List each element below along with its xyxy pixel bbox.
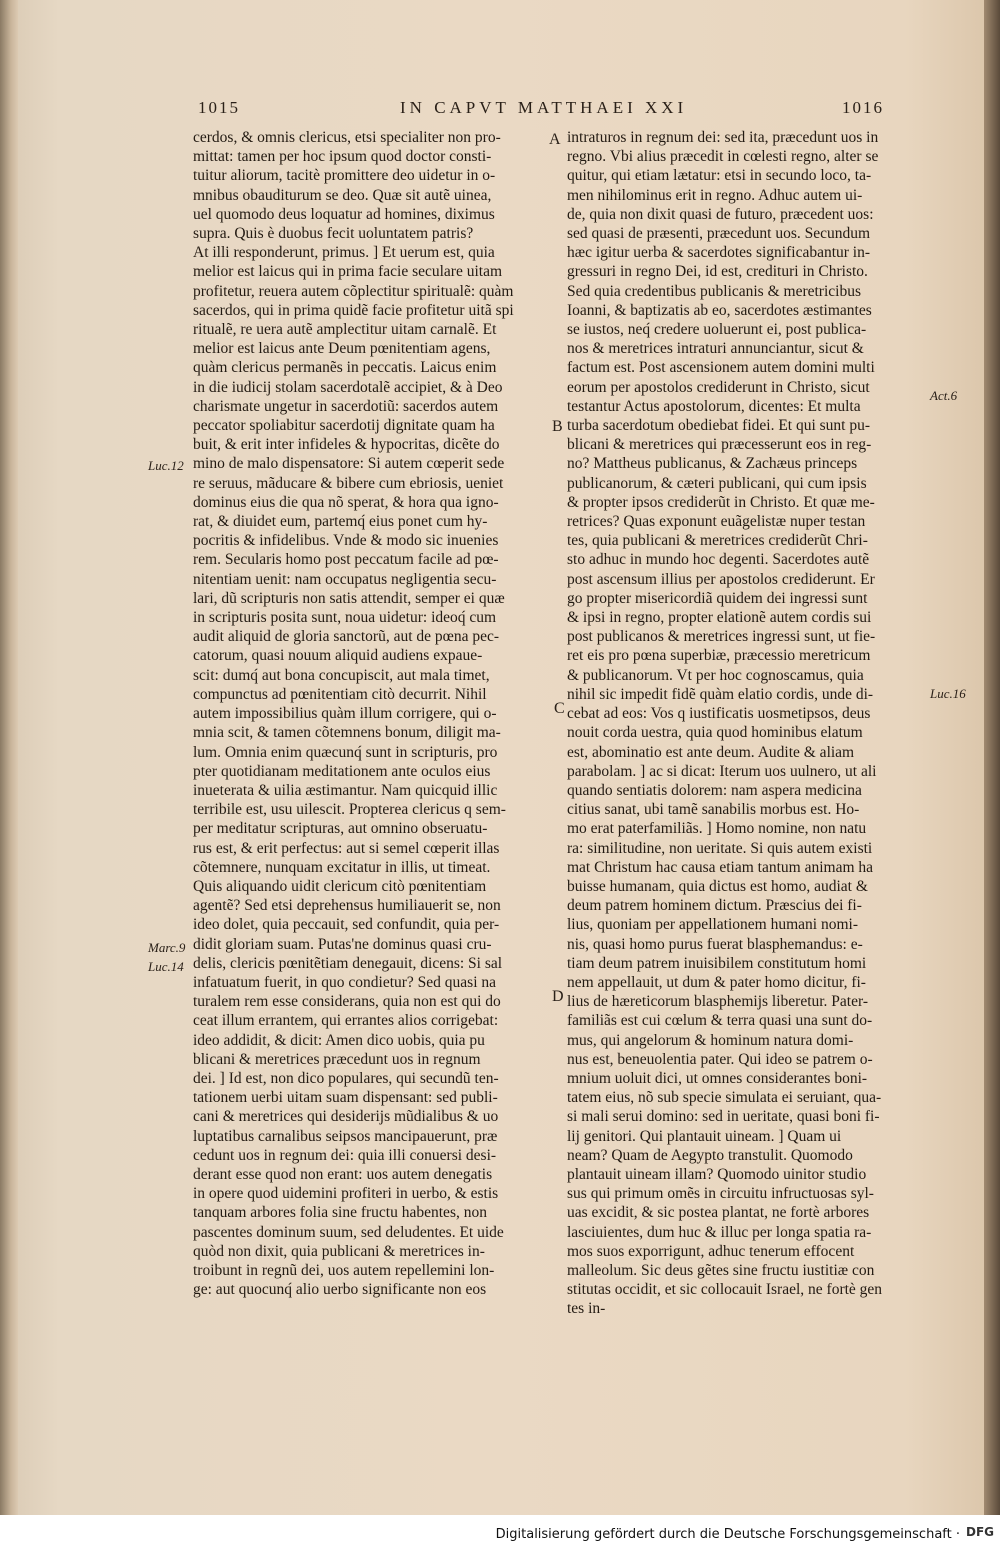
text-line: inueterata & uilia æstimantur. Nam quicquid illic bbox=[193, 781, 498, 799]
text-line: nitentiam uenit: nam occupatus negligentia secu- bbox=[193, 570, 497, 588]
section-marker-b: B bbox=[552, 418, 563, 435]
digitization-footer bbox=[0, 1515, 1000, 1555]
text-line: ideo addidit, & dicit: Amen dico uobis, quia pu bbox=[193, 1031, 485, 1049]
text-line: delis, clericis pœnitẽtiam denegauit, dicens: Si sal bbox=[193, 954, 503, 972]
text-line: luptatibus carnalibus seipsos mancipauerunt, præ bbox=[193, 1127, 498, 1145]
text-line: profitetur, reuera autem cõplectitur spiritualẽ: quàm bbox=[193, 282, 514, 300]
text-line: gressuri in regno Dei, id est, credituri in Christo. bbox=[567, 263, 868, 281]
text-line: per meditatur scripturas, aut omnino obseruatu- bbox=[193, 820, 488, 838]
text-line: Sed quia credentibus publicanis & meretricibus bbox=[567, 282, 861, 300]
text-line: ideo dolet, quia peccauit, sed confundit, quia per- bbox=[193, 916, 500, 934]
text-line: melior est laicus ante Deum pœnitentiam agens, bbox=[193, 340, 491, 358]
text-line: charismate ungetur in sacerdotiũ: sacerdos autem bbox=[193, 397, 499, 415]
text-line: sed quasi de præsenti, præcedunt uos. Secundum bbox=[567, 225, 871, 243]
text-line: mino de malo dispensatore: Si autem cœperit sede bbox=[193, 455, 505, 473]
margin-note-act6: Act.6 bbox=[930, 388, 958, 403]
text-line: ge: aut quocunq́ alio uerbo significante non eos bbox=[193, 1281, 487, 1299]
page-number-right: 1016 bbox=[842, 98, 884, 117]
text-line: tes, quia publicani & meretrices crediderũt Chri- bbox=[567, 532, 868, 550]
running-title: IN CAPVT MATTHAEI XXI bbox=[400, 98, 688, 117]
text-line: tationem uerbi uitam suam dispensant: sed publi- bbox=[193, 1089, 498, 1107]
text-line: si mali serui domino: sed in ueritate, quasi boni fi- bbox=[567, 1108, 880, 1126]
text-line: retrices? Quas exponunt euãgelistæ nuper testan bbox=[567, 513, 866, 531]
text-line: turalem rem esse considerans, quia non est qui do bbox=[193, 993, 501, 1011]
text-line: cedunt uos in regnum dei: quia illi conuersi desi- bbox=[193, 1146, 497, 1164]
text-line: troibunt in regnũ dei, uos autem repellemini lon- bbox=[193, 1261, 495, 1279]
text-line: mo erat paterfamiliãs. ] Homo nomine, non natu bbox=[567, 820, 867, 838]
text-line: blicani & meretrices qui præcesserunt eos in reg- bbox=[567, 436, 872, 454]
section-marker-d: D bbox=[552, 988, 564, 1005]
text-line: intraturos in regnum dei: sed ita, præcedunt uos in bbox=[567, 129, 879, 146]
text-line: nihil sic impedit fidẽ quàm elatio cordis, unde di- bbox=[567, 685, 874, 703]
text-line: cerdos, & omnis clericus, etsi specialiter non pro- bbox=[193, 129, 501, 146]
text-line: lius de hæreticorum blasphemijs liberetur. Pater- bbox=[567, 993, 869, 1011]
text-line: blicani & meretrices præcedunt uos in regnum bbox=[193, 1050, 481, 1068]
text-line: post publicanos & meretrices ingressi sunt, ut fie- bbox=[567, 628, 876, 646]
dfg-logo: DFG bbox=[966, 1525, 995, 1539]
text-line: compunctus ad pœnitentiam citò decurrit. Nihil bbox=[193, 685, 487, 703]
text-line: cani & meretrices qui desiderijs mũdialibus & uo bbox=[193, 1108, 499, 1126]
text-line: quàm clericus permanẽs in peccatis. Laicus enim bbox=[193, 359, 497, 377]
text-line: re seruus, mãducare & bibere cum ebriosis, ueniet bbox=[193, 474, 504, 492]
text-line: uas excidit, & sic postea plantat, ne fortè arbores bbox=[567, 1204, 870, 1222]
text-line: go propter misericordiã quidem dei ingressi sunt bbox=[567, 589, 868, 607]
text-line: malleolum. Sic deus gẽtes sine fructu iustitiæ con bbox=[567, 1261, 875, 1279]
text-line: nem appellauit, ut dum & pater homo dicitur, fi- bbox=[567, 973, 866, 991]
text-line: buisse humanam, quia dictus est homo, audiat & bbox=[567, 877, 868, 895]
text-line: cebat ad eos: Vos q iustificatis uosmetipsos, deus bbox=[567, 705, 871, 723]
text-line: lij genitori. Qui plantauit uineam. ] Quam ui bbox=[567, 1127, 842, 1145]
text-line: Quis aliquando uidit clericum citò pœnitentiam bbox=[193, 877, 487, 895]
text-line: dominus eius die qua nõ sperat, & hora qua igno- bbox=[193, 493, 499, 511]
text-line: autem impossibilius quàm illum corrigere, qui o- bbox=[193, 705, 497, 723]
text-line: post ascensum illius per apostolos crediderunt. Er bbox=[567, 570, 875, 588]
text-line: in die iudicij stolam sacerdotalẽ accipiet, & à Deo bbox=[193, 378, 503, 396]
text-line: rem. Secularis homo post peccatum facile ad pœ- bbox=[193, 551, 499, 569]
text-line: lasciuientes, dum huc & illuc per longa spatia ra- bbox=[567, 1223, 872, 1241]
text-line: uel quomodo deus loquatur ad homines, diximus bbox=[193, 205, 495, 223]
text-line: de, quia non dixit quasi de futuro, præcedent uos: bbox=[567, 205, 874, 223]
text-line: buit, & erit inter infideles & hypocritas, dicẽte do bbox=[193, 436, 500, 454]
text-line: nus est, beneuolentia pater. Qui ideo se patrem o- bbox=[567, 1050, 873, 1068]
text-line: mnia scit, & tamen cõtemnens bonum, diligit ma- bbox=[193, 724, 501, 742]
text-line: ceat illum errantem, qui errantes alios corrigebat: bbox=[193, 1012, 499, 1030]
text-line: peccator spoliabitur sacerdotij dignitate quam ha bbox=[193, 417, 495, 435]
text-line: cõtemnere, nunquam excitatur in illis, ut timeat. bbox=[193, 858, 491, 876]
text-line: supra. Quis è duobus fecit uoluntatem patris? bbox=[193, 225, 474, 243]
section-marker-c: C bbox=[554, 700, 565, 717]
text-line: deum patrem hominem dictum. Præscius dei fi- bbox=[567, 897, 862, 915]
margin-note-luc14: Luc.14 bbox=[148, 959, 184, 974]
text-line: neam? Quam de Aegypto transtulit. Quomodo bbox=[567, 1146, 853, 1164]
text-line: turba sacerdotum obediebat fidei. Et qui sunt pu- bbox=[567, 417, 871, 435]
text-line: quando sentiatis dolorem: nam aspera medicina bbox=[567, 781, 862, 799]
text-line: factum est. Post ascensionem autem domini multi bbox=[567, 359, 875, 377]
text-line: nis, quasi homo purus fuerat blasphemandus: e- bbox=[567, 935, 863, 953]
text-line: didit gloriam suam. Putas'ne dominus quasi cru- bbox=[193, 935, 492, 953]
text-line: eorum per apostolos crediderunt in Christo, sicut bbox=[567, 378, 870, 396]
text-line: At illi responderunt, primus. ] Et uerum est, quia bbox=[193, 244, 495, 262]
text-line: testantur Actus apostolorum, dicentes: Et multa bbox=[567, 397, 861, 415]
text-line: mat Christum hac causa etiam tantum animam ha bbox=[567, 858, 874, 876]
text-line: familiãs est cui cœlum & terra quasi una sunt do- bbox=[567, 1012, 873, 1030]
text-line: tatem eius, nõ sub specie simulata ei seruiant, qua- bbox=[567, 1089, 882, 1107]
text-line: sus qui primum omẽs in circuitu infructuosas syl- bbox=[567, 1185, 874, 1203]
text-line: tanquam arbores folia sine fructu habentes, non bbox=[193, 1204, 487, 1222]
text-line: parabolam. ] ac si dicat: Iterum uos uulnero, ut ali bbox=[567, 762, 877, 780]
text-line: derant esse quod non erant: uos autem denegatis bbox=[193, 1165, 493, 1183]
page-edge-shadow bbox=[984, 0, 1000, 1515]
text-line: mus, qui angelorum & hominum natura domi- bbox=[567, 1031, 854, 1049]
right-text-column bbox=[567, 128, 939, 1319]
text-line: se iustos, neq́ credere uoluerunt ei, post publica- bbox=[567, 321, 867, 339]
text-line: publicanorum, & cæteri publicani, qui cum ipsis bbox=[567, 474, 867, 492]
text-line: melior est laicus qui in prima facie seculare uitam bbox=[193, 263, 503, 281]
text-line: dei. ] Id est, non dico populares, qui secundũ ten- bbox=[193, 1069, 499, 1087]
text-line: & ipsi in regno, propter elationẽ autem cordis sui bbox=[567, 609, 872, 627]
text-line: quitur, qui etiam lætatur: etsi in secundo loco, ta- bbox=[567, 167, 872, 185]
text-line: rus est, & erit perfectus: aut si semel cœperit illas bbox=[193, 839, 500, 857]
text-line: stitutas occidit, et sic collocauit Israel, ne fortè gen bbox=[567, 1281, 883, 1299]
text-line: ra: similitudine, non ueritate. Si quis autem existi bbox=[567, 839, 873, 857]
text-line: terribile est, usu uilescit. Propterea clericus q sem- bbox=[193, 801, 506, 819]
page-number-left: 1015 bbox=[198, 98, 240, 117]
text-line: & propter ipsos crediderũt in Christo. Et quæ me- bbox=[567, 493, 875, 511]
text-line: men nihilominus erit in regno. Adhuc autem ui- bbox=[567, 186, 863, 204]
text-line: lius, quoniam per appellationem humani nomi- bbox=[567, 916, 858, 934]
binding-edge bbox=[0, 0, 18, 1515]
text-line: tes in- bbox=[567, 1300, 606, 1318]
text-line: mittat: tamen per hoc ipsum quod doctor consti- bbox=[193, 148, 492, 166]
text-line: est, abominatio est ante deum. Audite & aliam bbox=[567, 743, 855, 761]
text-line: quòd non dixit, quia publicani & meretrices in- bbox=[193, 1242, 485, 1260]
left-text-column bbox=[193, 128, 548, 1299]
text-line: Ioanni, & baptizatis ab eo, sacerdotes æstimantes bbox=[567, 301, 872, 319]
text-line: & publicanorum. Vt per hoc cognoscamus, quia bbox=[567, 666, 864, 684]
footer-credit: Digitalisierung gefördert durch die Deutsche Forschungsgemeinschaft · bbox=[495, 1527, 960, 1542]
text-line: ret eis pro pœna superbiæ, præcessio meretricum bbox=[567, 647, 871, 665]
section-marker-a: A bbox=[549, 131, 561, 148]
text-line: lari, dũ scripturis non satis attendit, semper ei quæ bbox=[193, 589, 505, 607]
text-line: in opere quod uidemini profiteri in uerbo, & estis bbox=[193, 1185, 499, 1203]
text-line: sacerdos, qui in prima quidẽ facie profitetur uitã spi bbox=[193, 301, 514, 319]
text-line: nouit corda uestra, quia quod hominibus elatum bbox=[567, 724, 863, 742]
text-line: in scripturis posita sunt, noua uidetur: ideoq́ cum bbox=[193, 609, 497, 627]
text-line: citius sanat, ubi tamẽ sanabilis morbus est. Ho- bbox=[567, 801, 860, 819]
margin-note-luc12: Luc.12 bbox=[148, 458, 184, 473]
text-line: mnium uoluit dici, ut omnes considerantes boni- bbox=[567, 1069, 868, 1087]
text-line: mnibus obauditurum se deo. Quæ sit autẽ uinea, bbox=[193, 186, 492, 204]
text-line: regno. Vbi alius præcedit in cœlesti regno, alter se bbox=[567, 148, 879, 166]
text-line: pocritis & infidelibus. Vnde & modo sic inuenies bbox=[193, 532, 499, 550]
text-line: plantauit uineam illam? Quomodo uinitor studio bbox=[567, 1165, 867, 1183]
text-line: hæc igitur uerba & sacerdotes significabantur in- bbox=[567, 244, 871, 262]
text-line: ritualẽ, re uera autẽ amplectitur uitam carnalẽ. Et bbox=[193, 321, 497, 339]
margin-note-luc16: Luc.16 bbox=[930, 686, 966, 701]
text-line: catorum, quasi nouum aliquid audiens expaue- bbox=[193, 647, 483, 665]
text-line: infatuatum fuerit, in quo condietur? Sed quasi na bbox=[193, 973, 497, 991]
text-line: audit aliquid de gloria sanctorũ, aut de pœna pec- bbox=[193, 628, 500, 646]
text-line: nos & meretrices intraturi annunciantur, sicut & bbox=[567, 340, 864, 358]
text-line: pter quotidianam meditationem ante oculos eius bbox=[193, 762, 491, 780]
text-line: sto adhuc in mundo hoc degenti. Sacerdotes autẽ bbox=[567, 551, 870, 569]
text-line: rat, & diuidet eum, partemq́ eius ponet cum hy- bbox=[193, 513, 488, 531]
text-line: tuitur aliorum, tacitè promittere deo uidetur in o- bbox=[193, 167, 496, 185]
text-line: pascentes dominum suum, sed deludentes. Et uide bbox=[193, 1223, 504, 1241]
margin-note-marc9: Marc.9 bbox=[148, 940, 186, 955]
text-line: no? Mattheus publicanus, & Zachæus princeps bbox=[567, 455, 858, 473]
text-line: scit: dumq́ aut bona concupiscit, aut mala timet, bbox=[193, 666, 490, 684]
text-line: lum. Omnia enim quæcunq́ sunt in scripturis, pro bbox=[193, 743, 498, 761]
text-line: tiam deum patrem inuisibilem constitutum homi bbox=[567, 954, 867, 972]
text-line: agentẽ? Sed etsi deprehensus humiliauerit se, non bbox=[193, 897, 501, 915]
text-line: mos suos exporrigunt, adhuc tenerum effocent bbox=[567, 1242, 855, 1260]
